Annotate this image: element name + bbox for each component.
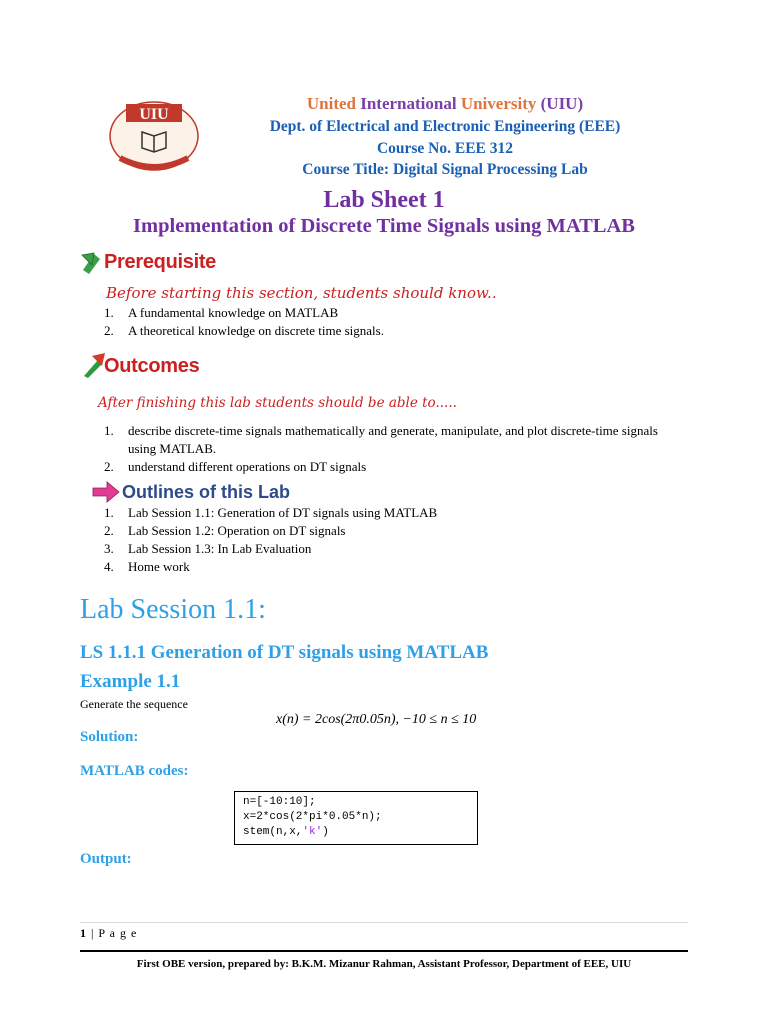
generate-text: Generate the sequence (80, 697, 188, 711)
uni-name-part1: United (306, 94, 361, 113)
outcomes-icon (80, 352, 106, 383)
list-item: 2. Lab Session 1.2: Operation on DT signals (104, 523, 346, 538)
outlines-list (104, 504, 684, 576)
page-number: 1 | P a g e (80, 926, 138, 940)
code-line: n=[-10:10]; (243, 796, 316, 808)
matlab-codes-label: MATLAB codes: (80, 763, 189, 779)
course-number: Course No. EEE 312 (376, 140, 514, 157)
code-line: stem(n,x,'k') (243, 826, 329, 838)
department: Dept. of Electrical and Electronic Engineering (EEE) (269, 118, 621, 135)
page-divider (80, 922, 688, 923)
university-logo (106, 96, 202, 172)
list-item: 2. A theoretical knowledge on discrete time signals. (104, 323, 384, 338)
footer-credit: First OBE version, prepared by: B.K.M. Mizanur Rahman, Assistant Professor, Department of EEE, UIU (136, 958, 632, 970)
logo-text: UIU (139, 106, 169, 123)
uni-name-part4: (UIU) (536, 94, 584, 113)
footer-rule (80, 950, 688, 952)
lab-session-heading: Lab Session 1.1: (80, 594, 266, 625)
equation: x(n) = 2cos(2π0.05n), −10 ≤ n ≤ 10 (276, 712, 477, 727)
list-item: 1. Lab Session 1.1: Generation of DT signals using MATLAB (104, 505, 438, 520)
outlines-title: Outlines of this Lab (122, 482, 291, 502)
list-item: 3. Lab Session 1.3: In Lab Evaluation (104, 541, 312, 556)
course-title: Course Title: Digital Signal Processing Lab (302, 161, 588, 178)
solution-label: Solution: (80, 729, 139, 745)
outcomes-title: Outcomes (104, 355, 200, 377)
uni-name-part3: University (460, 94, 537, 113)
prerequisite-icon (80, 250, 106, 281)
prerequisite-intro: Before starting this section, students should know.. (106, 284, 497, 302)
prerequisite-list (104, 304, 684, 340)
code-line: x=2*cos(2*pi*0.05*n); (243, 811, 382, 823)
uni-name-part2: International (360, 94, 461, 113)
lab-sheet-subtitle: Implementation of Discrete Time Signals using MATLAB (133, 215, 635, 237)
outcomes-intro: After finishing this lab students should be able to..... (98, 395, 457, 411)
list-item: 1. describe discrete-time signals mathematically and generate, manipulate, and plot discrete-time signals using MATLAB. (104, 423, 658, 456)
example-heading: Example 1.1 (80, 671, 181, 692)
code-block (234, 791, 478, 845)
outcomes-list (104, 422, 676, 476)
list-item: 1. A fundamental knowledge on MATLAB (104, 305, 339, 320)
ls-subheading: LS 1.1.1 Generation of DT signals using MATLAB (80, 642, 489, 663)
lab-sheet-title: Lab Sheet 1 (323, 187, 445, 213)
prerequisite-title: Prerequisite (104, 251, 217, 273)
university-name (210, 94, 680, 114)
list-item: 4. Home work (104, 559, 190, 574)
output-label: Output: (80, 851, 132, 867)
list-item: 2. understand different operations on DT signals (104, 459, 367, 474)
